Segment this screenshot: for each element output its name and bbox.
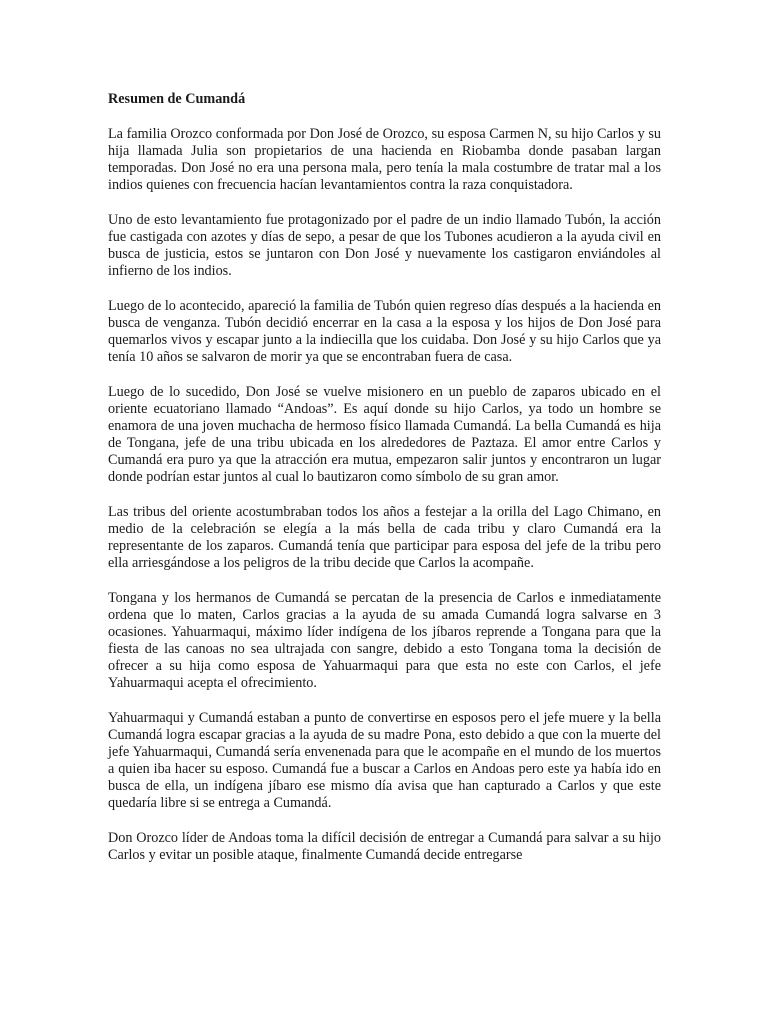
paragraph-6: Tongana y los hermanos de Cumandá se percatan de la presencia de Carlos e inmediatamente ordena que lo maten, Carlos gracias a la ayuda de su amada Cumandá logra salvarse en 3 ocasiones. Yahuarmaqui, máximo líder indígena de los jíbaros reprende a Tongana para que la fiesta de las canoas no sea ultrajada con sangre, debido a esto Tongana toma la decisión de ofrecer a su hija como esposa de Yahuarmaqui para que esta no este con Carlos, el jefe Yahuarmaqui acepta el ofrecimiento. (108, 590, 661, 691)
paragraph-2: Uno de esto levantamiento fue protagonizado por el padre de un indio llamado Tubón, la acción fue castigada con azotes y días de sepo, a pesar de que los Tubones acudieron a la ayuda civil en busca de justicia, estos se juntaron con Don José y nuevamente los castigaron enviándoles al infierno de los indios. (108, 212, 661, 279)
paragraph-7: Yahuarmaqui y Cumandá estaban a punto de convertirse en esposos pero el jefe muere y la bella Cumandá logra escapar gracias a la ayuda de su madre Pona, esto debido a que con la muerte del jefe Yahuarmaqui, Cumandá sería envenenada para que le acompañe en el mundo de los muertos a quien iba hacer su esposo. Cumandá fue a buscar a Carlos en Andoas pero este ya había ido en busca de ella, un indígena jíbaro ese mismo día avisa que han capturado a Carlos y que este quedaría libre si se entrega a Cumandá. (108, 710, 661, 811)
document-page (108, 91, 661, 882)
paragraph-8: Don Orozco líder de Andoas toma la difícil decisión de entregar a Cumandá para salvar a su hijo Carlos y evitar un posible ataque, finalmente Cumandá decide entregarse (108, 830, 661, 863)
document-title: Resumen de Cumandá (108, 91, 246, 107)
paragraph-3: Luego de lo acontecido, apareció la familia de Tubón quien regreso días después a la hacienda en busca de venganza. Tubón decidió encerrar en la casa a la esposa y los hijos de Don José para quemarlos vivos y escapar junto a la indiecilla que los cuidaba. Don José y su hijo Carlos que ya tenía 10 años se salvaron de morir ya que se encontraban fuera de casa. (108, 298, 661, 365)
paragraph-1: La familia Orozco conformada por Don José de Orozco, su esposa Carmen N, su hijo Carlos y su hija llamada Julia son propietarios de una hacienda en Riobamba donde pasaban largan temporadas. Don José no era una persona mala, pero tenía la mala costumbre de tratar mal a los indios quienes con frecuencia hacían levantamientos contra la raza conquistadora. (108, 126, 661, 193)
paragraph-4: Luego de lo sucedido, Don José se vuelve misionero en un pueblo de zaparos ubicado en el oriente ecuatoriano llamado “Andoas”. Es aquí donde su hijo Carlos, ya todo un hombre se enamora de una joven muchacha de hermoso físico llamada Cumandá. La bella Cumandá es hija de Tongana, jefe de una tribu ubicada en los alrededores de Paztaza. El amor entre Carlos y Cumandá era puro ya que la atracción era mutua, empezaron salir juntos y encontraron un lugar donde podrían estar juntos al cual lo bautizaron como símbolo de su gran amor. (108, 384, 661, 485)
paragraph-5: Las tribus del oriente acostumbraban todos los años a festejar a la orilla del Lago Chimano, en medio de la celebración se elegía a la más bella de cada tribu y claro Cumandá era la representante de los zaparos. Cumandá tenía que participar para esposa del jefe de la tribu pero ella arriesgándose a los peligros de la tribu decide que Carlos la acompañe. (108, 504, 661, 571)
